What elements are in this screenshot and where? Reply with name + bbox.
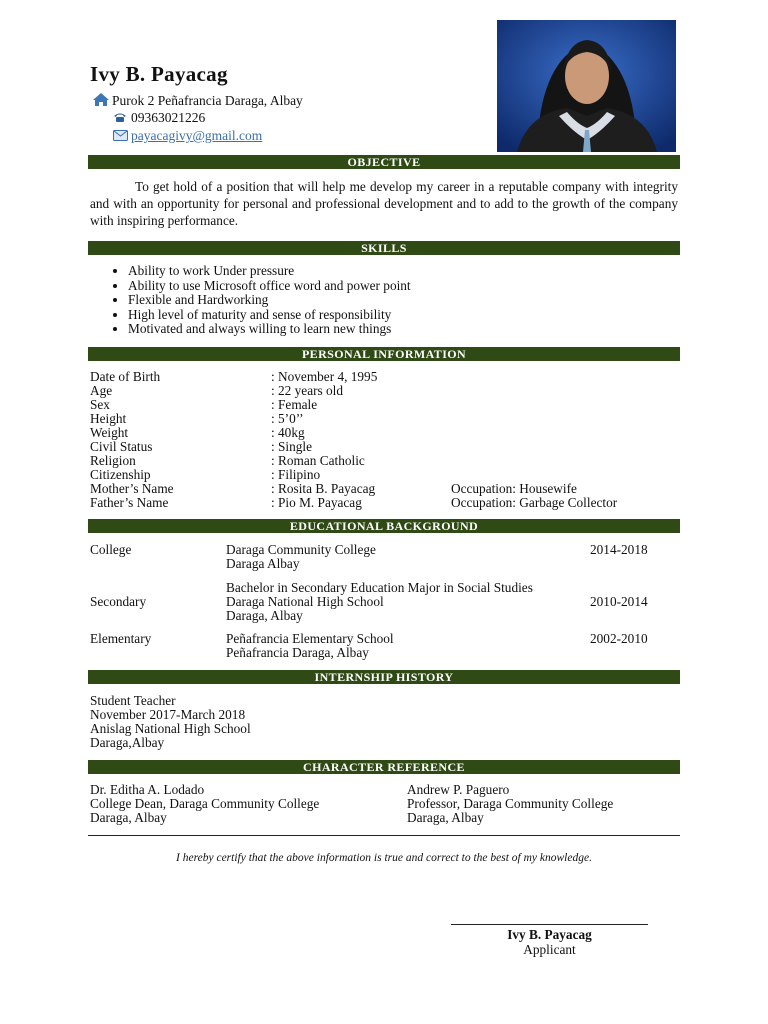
email-link[interactable]: payacagivy@gmail.com (131, 128, 263, 143)
info-value: : Filipino (271, 467, 321, 482)
education-level: Elementary (90, 631, 152, 646)
info-row (90, 426, 680, 440)
info-value: : Single (271, 439, 313, 454)
education-heading: EDUCATIONAL BACKGROUND (88, 519, 680, 533)
info-label: Mother’s Name (90, 481, 174, 496)
info-value: : 40kg (271, 425, 305, 440)
education-level: College (90, 542, 132, 557)
reference-position: College Dean, Daraga Community College (90, 796, 320, 811)
info-label: Date of Birth (90, 369, 161, 384)
objective-text: To get hold of a position that will help me develop my career in a reputable company with integrity and with an opportunity for personal and professional development and to add to the growth of the company with inspiring performance. (90, 179, 678, 228)
info-value: : Female (271, 397, 318, 412)
info-row (90, 370, 680, 384)
personal-info-table (90, 370, 680, 510)
list-item: • Flexible and Hardworking (128, 293, 411, 308)
occupation: Occupation: Housewife (451, 481, 577, 496)
school-place: Daraga Albay (226, 556, 300, 571)
school-name: Daraga Community College (226, 542, 376, 557)
info-label: Religion (90, 453, 136, 468)
info-row (90, 482, 680, 496)
reference-1 (90, 783, 319, 825)
applicant-name: Ivy B. Payacag (90, 62, 228, 86)
education-level: Secondary (90, 594, 147, 609)
school-place: Daraga, Albay (226, 608, 303, 623)
info-label: Civil Status (90, 439, 153, 454)
info-label: Father’s Name (90, 495, 169, 510)
school-place: Peñafrancia Daraga, Albay (226, 645, 369, 660)
reference-2 (407, 783, 613, 825)
phone-number: 09363021226 (131, 110, 206, 125)
school-years: 2014-2018 (590, 542, 648, 557)
signature-role: Applicant (523, 942, 576, 957)
reference-heading: CHARACTER REFERENCE (88, 760, 680, 774)
info-row (90, 468, 680, 482)
internship-dates: November 2017-March 2018 (90, 707, 246, 722)
info-label: Height (90, 411, 127, 426)
info-label: Sex (90, 397, 110, 412)
reference-place: Daraga, Albay (407, 810, 484, 825)
info-value: : Roman Catholic (271, 453, 365, 468)
email-line (113, 128, 262, 145)
info-row (90, 454, 680, 468)
certification-statement: I hereby certify that the above information is true and correct to the best of my knowledge. (176, 852, 592, 864)
skills-list (108, 264, 411, 337)
course-name: Bachelor in Secondary Education Major in Social Studies (226, 580, 533, 595)
info-row (90, 496, 680, 510)
school-name: Daraga National High School (226, 594, 384, 609)
internship-place: Daraga,Albay (90, 735, 165, 750)
school-name: Peñafrancia Elementary School (226, 631, 394, 646)
info-label: Weight (90, 425, 129, 440)
personal-info-heading: PERSONAL INFORMATION (88, 347, 680, 361)
address-text: Purok 2 Peñafrancia Daraga, Albay (112, 93, 303, 108)
list-item: • Ability to use Microsoft office word and power point (128, 279, 411, 294)
envelope-icon (113, 129, 131, 145)
profile-photo (497, 20, 676, 152)
list-item: • Motivated and always willing to learn new things (128, 322, 411, 337)
internship-details (90, 694, 251, 750)
list-item: • Ability to work Under pressure (128, 264, 411, 279)
reference-place: Daraga, Albay (90, 810, 167, 825)
skills-heading: SKILLS (88, 241, 680, 255)
school-years: 2002-2010 (590, 631, 648, 646)
info-row (90, 412, 680, 426)
info-row (90, 398, 680, 412)
reference-name: Andrew P. Paguero (407, 782, 510, 797)
internship-school: Anislag National High School (90, 721, 251, 736)
objective-heading: OBJECTIVE (88, 155, 680, 169)
signature-name: Ivy B. Payacag (507, 927, 592, 942)
info-label: Citizenship (90, 467, 151, 482)
address-line (92, 92, 303, 111)
info-row (90, 440, 680, 454)
internship-heading: INTERNSHIP HISTORY (88, 670, 680, 684)
info-value: : 5’0’’ (271, 411, 304, 426)
list-item: • High level of maturity and sense of responsibility (128, 308, 411, 323)
info-label: Age (90, 383, 113, 398)
info-value: : 22 years old (271, 383, 344, 398)
occupation: Occupation: Garbage Collector (451, 495, 618, 510)
divider (88, 835, 680, 836)
phone-icon (113, 111, 131, 127)
info-value: : Pio M. Payacag (271, 495, 362, 510)
info-value: : Rosita B. Payacag (271, 481, 376, 496)
internship-role: Student Teacher (90, 693, 176, 708)
info-row (90, 384, 680, 398)
school-years: 2010-2014 (590, 594, 648, 609)
info-value: : November 4, 1995 (271, 369, 378, 384)
signature-line (451, 924, 648, 925)
home-icon (92, 92, 110, 111)
phone-line (113, 110, 205, 127)
reference-position: Professor, Daraga Community College (407, 796, 614, 811)
reference-name: Dr. Editha A. Lodado (90, 782, 205, 797)
